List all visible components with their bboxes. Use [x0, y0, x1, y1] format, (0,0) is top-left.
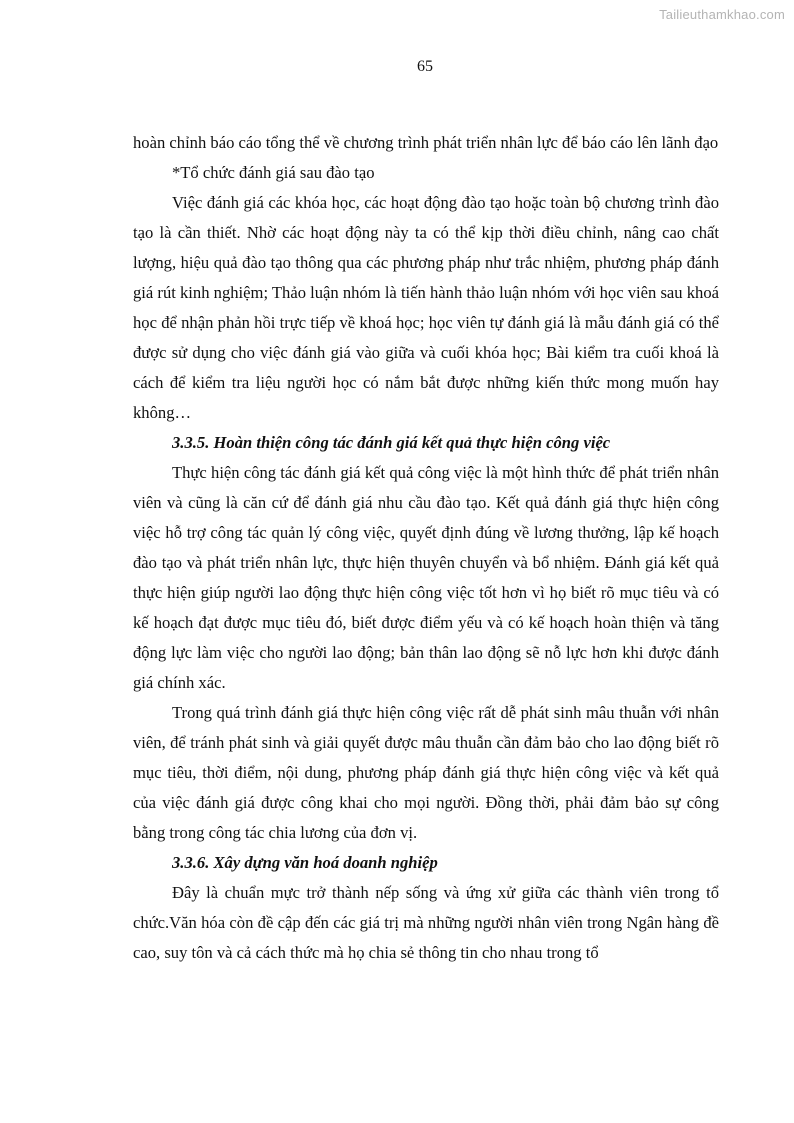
page-number: 65 — [417, 58, 433, 75]
paragraph-performance-evaluation: Thực hiện công tác đánh giá kết quả công việc là một hình thức để phát triển nhân viên và cũng là căn cứ để đánh giá nhu cầu đào tạo. Kết quả đánh giá thực hiện công việc hỗ trợ công tác quản lý công việc, quyết định đúng về lương thưởng, lập kế hoạch đào tạo và phát triển nhân lực, thực hiện thuyên chuyển và bổ nhiệm. Đánh giá kết quả thực hiện giúp người lao động thực hiện công việc tốt hơn vì họ biết rõ mục tiêu và có kế hoạch đạt được mục tiêu đó, biết được điểm yếu và có kế hoạch hoàn thiện và tăng động lực làm việc cho người lao động; bản thân lao động sẽ nỗ lực hơn khi được đánh giá chính xác. — [133, 463, 719, 692]
paragraph-training-evaluation: Việc đánh giá các khóa học, các hoạt động đào tạo hoặc toàn bộ chương trình đào tạo là cần thiết. Nhờ các hoạt động này ta có thể kịp thời điều chỉnh, nâng cao chất lượng, hiệu quả đào tạo thông qua các phương pháp như trắc nhiệm, phương pháp đánh giá rút kinh nghiệm; Thảo luận nhóm là tiến hành thảo luận nhóm với học viên sau khoá học để nhận phản hồi trực tiếp về khoá học; học viên tự đánh giá là mẫu đánh giá có thể được sử dụng cho việc đánh giá vào giữa và cuối khóa học; Bài kiểm tra cuối khoá là cách để kiểm tra liệu người học có nắm bắt được những kiến thức mong muốn hay không… — [133, 193, 719, 422]
paragraph-subheading: *Tổ chức đánh giá sau đào tạo — [172, 163, 375, 182]
paragraph-conflict: Trong quá trình đánh giá thực hiện công việc rất dễ phát sinh mâu thuẫn với nhân viên, để tránh phát sinh và giải quyết được mâu thuẫn cần đảm bảo cho lao động biết rõ mục tiêu, thời điểm, nội dung, phương pháp đánh giá thực hiện công việc và kết quả của việc đánh giá được công khai cho mọi người. Đồng thời, phải đảm bảo sự công bằng trong công tác chia lương của đơn vị. — [133, 703, 719, 842]
paragraph-continuation: hoàn chỉnh báo cáo tổng thể về chương trình phát triển nhân lực để báo cáo lên lãnh đạo — [133, 133, 719, 152]
section-heading-3-3-5: 3.3.5. Hoàn thiện công tác đánh giá kết quả thực hiện công việc — [172, 433, 611, 452]
section-heading-3-3-6: 3.3.6. Xây dựng văn hoá doanh nghiệp — [172, 853, 438, 872]
watermark: Tailieuthamkhao.com — [659, 7, 785, 22]
paragraph-culture: Đây là chuẩn mực trở thành nếp sống và ứng xử giữa các thành viên trong tổ chức.Văn hóa còn đề cập đến các giá trị mà những người nhân viên trong Ngân hàng đề cao, suy tôn và cả cách thức mà họ chia sẻ thông tin cho nhau trong tổ — [133, 883, 719, 962]
document-body — [133, 128, 719, 968]
